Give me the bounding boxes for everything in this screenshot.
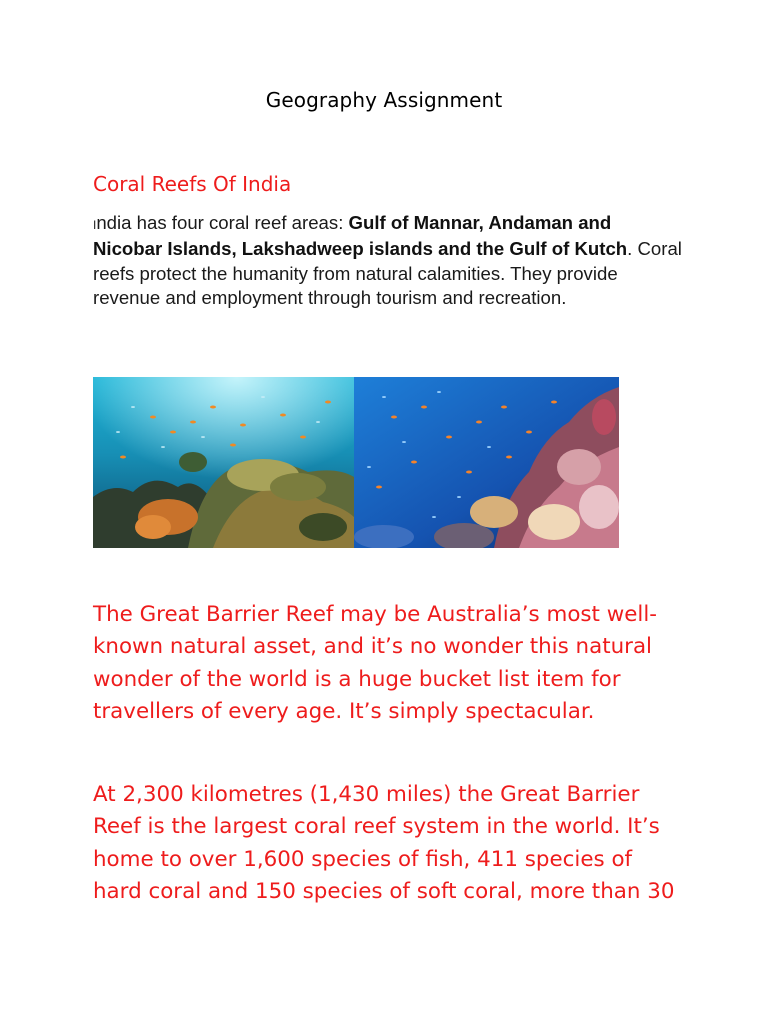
coral-images-row (93, 377, 619, 548)
paragraph-great-barrier-reef: The Great Barrier Reef may be Australia’s most well-known natural asset, and it’s no wonder this natural wonder of the world is a huge bucket list item for travellers of every age. It’s simply spectacular. (93, 602, 657, 725)
paragraph-reef-facts: At 2,300 kilometres (1,430 miles) the Great Barrier Reef is the largest coral reef system in the world. It’s home to over 1,600 species of fish, 411 species of hard coral and 150 species of soft coral, more than 30 (93, 782, 675, 905)
coral-reef-photo-right (354, 377, 619, 548)
intro-initial: I (93, 218, 97, 232)
intro-paragraph (93, 211, 683, 311)
page-title: Geography Assignment (265, 88, 503, 112)
intro-lead: ndia has four coral reef areas: (96, 212, 349, 233)
coral-reef-photo-left (93, 377, 354, 548)
intro-rest: . Coral reefs protect the humanity from natural calamities. They provide revenue and employment through tourism and recreation. (93, 238, 682, 309)
section-heading: Coral Reefs Of India (93, 172, 292, 196)
intro-bold-places: Gulf of Mannar, Andaman and Nicobar Islands, Lakshadweep islands and the Gulf of Kutch (93, 212, 628, 260)
